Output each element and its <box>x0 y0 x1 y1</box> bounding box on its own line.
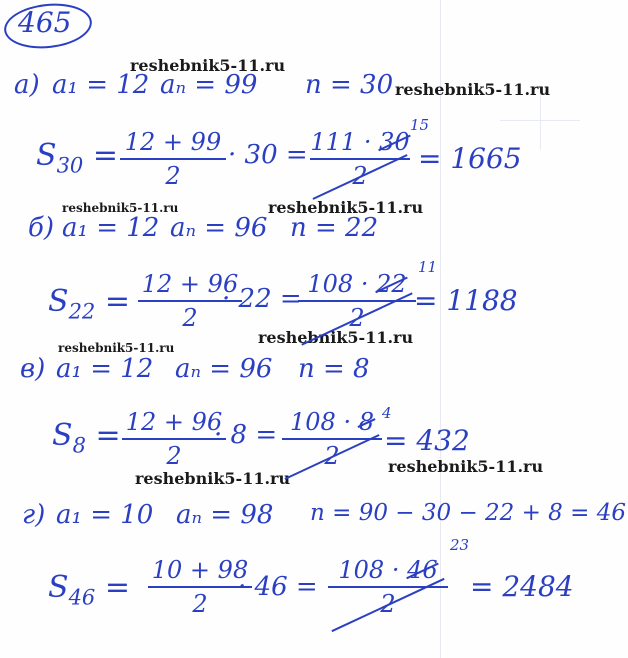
equals-sign: = <box>95 284 130 319</box>
cancelled-denominator: 2 <box>328 590 448 618</box>
part-c-cancel-result: 4 <box>382 404 392 422</box>
numerator: 10 + 98 <box>151 556 249 584</box>
part-a-fraction-2 <box>310 128 410 190</box>
part-d-cancel-result: 23 <box>450 536 470 554</box>
denominator: 2 <box>165 162 181 190</box>
grid-line <box>500 120 580 121</box>
sum-index: 30 <box>56 153 84 178</box>
numerator <box>328 556 448 584</box>
numerator: 12 + 96 <box>141 270 239 298</box>
part-b-result: = 1188 <box>414 284 518 317</box>
part-d-count: n = 90 − 30 − 22 + 8 = 46 <box>310 500 626 526</box>
part-c-fraction-2 <box>282 408 382 470</box>
numerator: 12 + 99 <box>124 128 222 156</box>
part-c-count: n = 8 <box>298 354 370 384</box>
part-a-result: = 1665 <box>418 142 522 175</box>
part-c-first-term: a₁ = 12 <box>56 354 154 384</box>
part-d-first-term: a₁ = 10 <box>56 500 154 530</box>
part-a-multiplier: · 30 = <box>228 140 308 170</box>
part-b-cancel-result: 11 <box>418 258 438 276</box>
watermark: reshebnik5-11.ru <box>395 80 551 99</box>
numerator <box>282 408 382 436</box>
sum-index: 8 <box>72 433 86 458</box>
cancelled-denominator: 2 <box>310 162 410 190</box>
denominator: 2 <box>182 304 198 332</box>
part-c-fraction-1 <box>122 408 226 470</box>
part-d-fraction-1 <box>148 556 252 618</box>
denominator: 2 <box>192 590 208 618</box>
part-c-last-term: aₙ = 96 <box>175 354 273 384</box>
part-a-first-term: a₁ = 12 <box>52 70 150 100</box>
part-a-fraction-1 <box>120 128 226 190</box>
part-d-last-term: aₙ = 98 <box>176 500 274 530</box>
part-c-multiplier: · 8 = <box>214 420 278 450</box>
part-d-label: г) <box>22 500 46 530</box>
sum-letter: S <box>52 418 73 453</box>
cancelled-factor: 8 <box>358 408 374 436</box>
sum-index: 22 <box>68 299 96 324</box>
cancelled-factor: 30 <box>379 128 410 156</box>
watermark: reshebnik5-11.ru <box>135 469 291 488</box>
watermark: reshebnik5-11.ru <box>130 56 286 75</box>
part-d-multiplier: · 46 = <box>238 572 318 602</box>
part-c-result: = 432 <box>384 424 470 457</box>
fraction-bar <box>122 438 226 440</box>
part-a-last-term: aₙ = 99 <box>160 70 258 100</box>
cancelled-denominator: 2 <box>298 304 416 332</box>
watermark: reshebnik5-11.ru <box>58 341 175 355</box>
sum-letter: S <box>36 138 57 173</box>
part-a-sum-symbol <box>36 138 118 177</box>
part-a-cancel-result: 15 <box>410 116 430 134</box>
fraction-bar <box>120 158 226 160</box>
part-b-fraction-2 <box>298 270 416 332</box>
equals-sign: = <box>95 570 130 605</box>
equals-sign: = <box>83 138 118 173</box>
part-b-last-term: aₙ = 96 <box>170 213 268 243</box>
watermark: reshebnik5-11.ru <box>388 457 544 476</box>
denominator: 2 <box>166 442 182 470</box>
cancelled-factor: 46 <box>407 556 438 584</box>
sum-letter: S <box>48 570 69 605</box>
numerator-part: 111 · <box>310 128 380 156</box>
numerator-part: 108 · <box>290 408 359 436</box>
sum-index: 46 <box>68 585 96 610</box>
numerator: 12 + 96 <box>125 408 223 436</box>
sum-letter: S <box>48 284 69 319</box>
numerator-part: 108 · <box>307 270 377 298</box>
numerator <box>310 128 410 156</box>
part-b-count: n = 22 <box>290 213 379 243</box>
part-d-fraction-2 <box>328 556 448 618</box>
part-b-label: б) <box>28 213 55 243</box>
part-b-first-term: a₁ = 12 <box>62 213 160 243</box>
cancelled-denominator: 2 <box>282 442 382 470</box>
cancelled-factor: 22 <box>376 270 407 298</box>
part-a-count: n = 30 <box>305 70 394 100</box>
numerator-part: 108 · <box>338 556 408 584</box>
part-b-sum-symbol <box>48 284 130 323</box>
watermark: reshebnik5-11.ru <box>62 201 179 215</box>
part-a-label: а) <box>14 70 40 100</box>
part-d-result: = 2484 <box>470 570 574 603</box>
fraction-bar <box>148 586 252 588</box>
watermark: reshebnik5-11.ru <box>258 328 414 347</box>
task-number: 465 <box>18 6 72 39</box>
part-c-sum-symbol <box>52 418 121 457</box>
part-b-multiplier: · 22 = <box>222 284 302 314</box>
watermark: reshebnik5-11.ru <box>268 198 424 217</box>
equals-sign: = <box>85 418 121 453</box>
numerator <box>298 270 416 298</box>
part-c-label: в) <box>20 354 46 384</box>
part-d-sum-symbol <box>48 570 130 609</box>
